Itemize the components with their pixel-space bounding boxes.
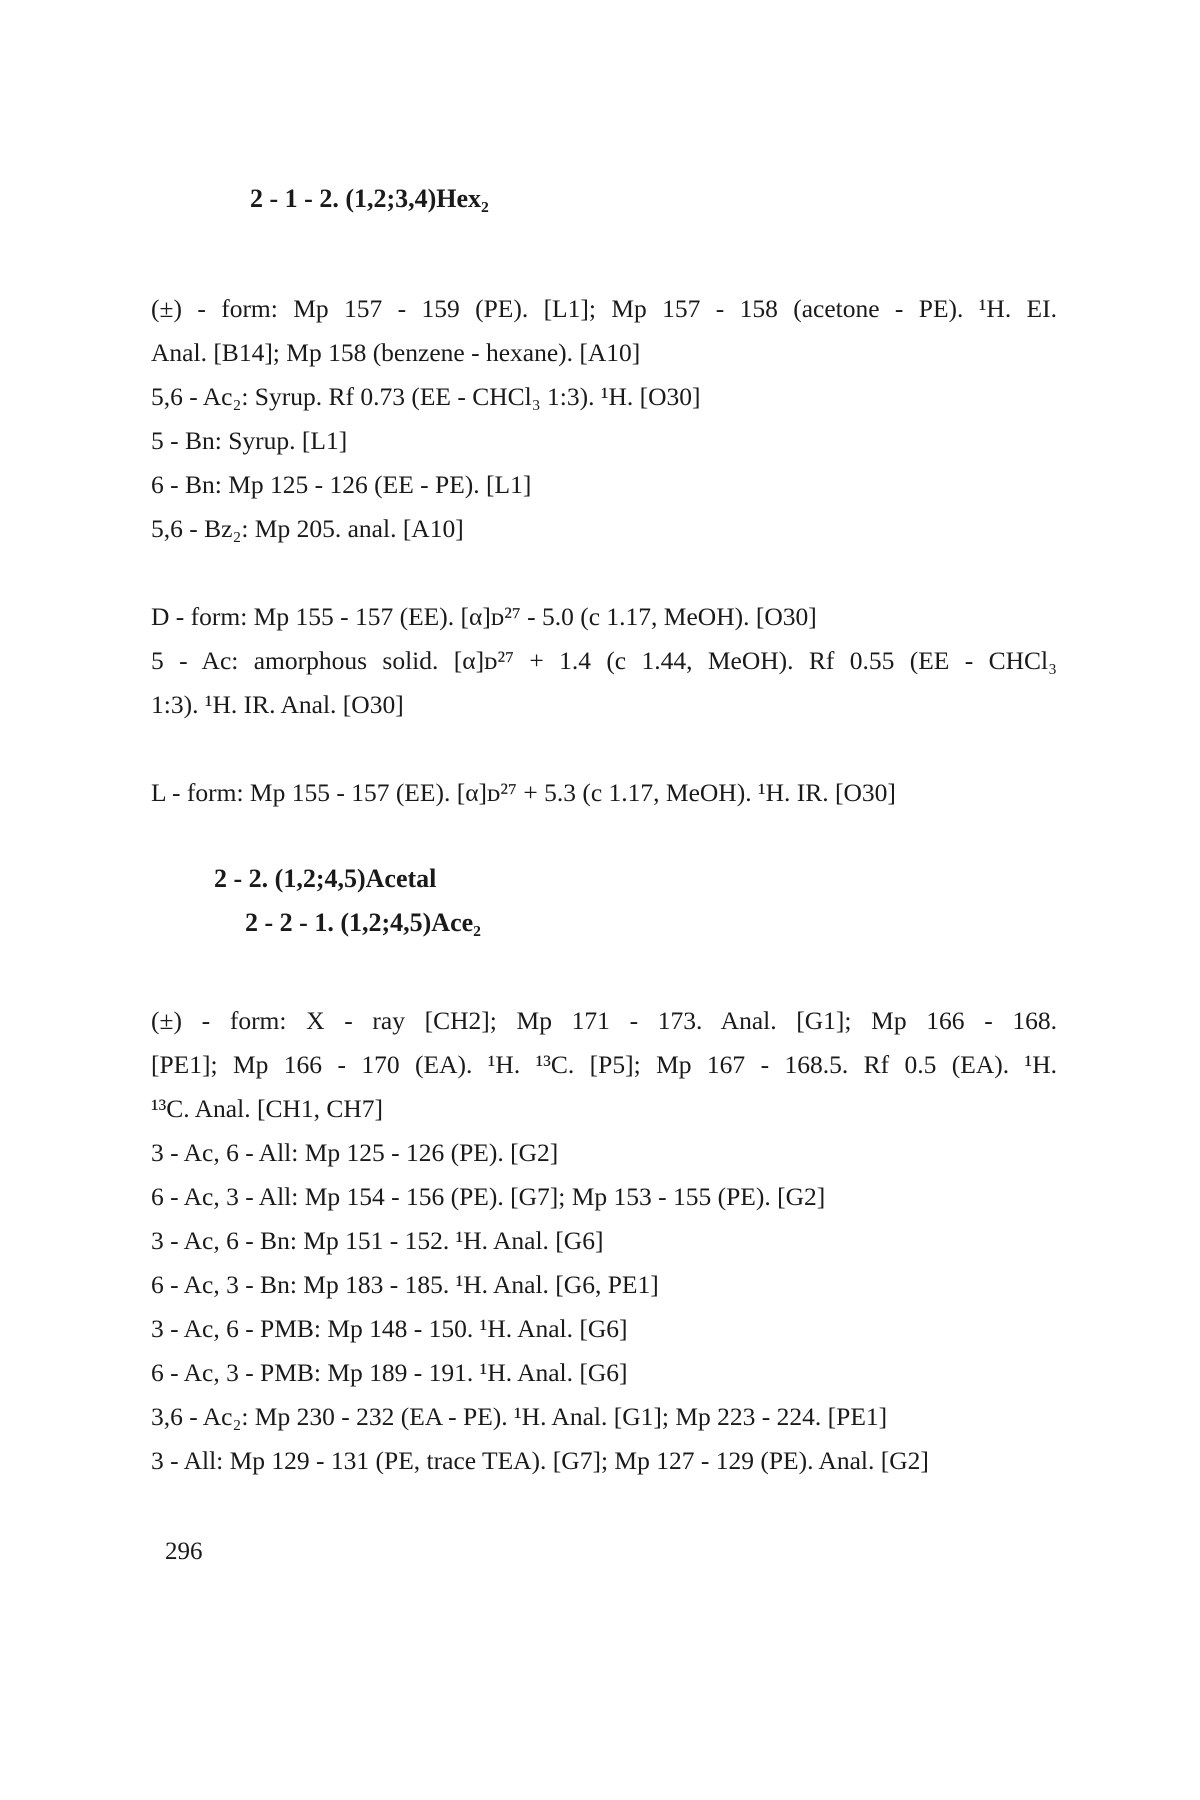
- page-number: 296: [165, 1538, 203, 1565]
- section-heading-acetal: 2 - 2. (1,2;4,5)Acetal: [214, 864, 437, 893]
- text-line: ¹³C. Anal. [CH1, CH7]: [151, 1094, 384, 1123]
- text-line: 3,6 - Ac₂: Mp 230 - 232 (EA - PE). ¹H. Anal. [G1]; Mp 223 - 224. [PE1]: [151, 1402, 888, 1431]
- text-line: 5 - Bn: Syrup. [L1]: [151, 426, 348, 455]
- text-line: 6 - Ac, 3 - Bn: Mp 183 - 185. ¹H. Anal. [G6, PE1]: [151, 1270, 659, 1299]
- text-line: 5 - Ac: amorphous solid. [α]ᴅ²⁷ + 1.4 (c 1.44, MeOH). Rf 0.55 (EE - CHCl₃: [151, 646, 1057, 675]
- text-line: L - form: Mp 155 - 157 (EE). [α]ᴅ²⁷ + 5.3 (c 1.17, MeOH). ¹H. IR. [O30]: [151, 778, 896, 807]
- text-line: 1:3). ¹H. IR. Anal. [O30]: [151, 690, 404, 719]
- text-line: 3 - Ac, 6 - PMB: Mp 148 - 150. ¹H. Anal. [G6]: [151, 1314, 628, 1343]
- text-line: 3 - Ac, 6 - All: Mp 125 - 126 (PE). [G2]: [151, 1138, 559, 1167]
- text-line: 6 - Ac, 3 - All: Mp 154 - 156 (PE). [G7]; Mp 153 - 155 (PE). [G2]: [151, 1182, 826, 1211]
- text-line: 5,6 - Ac₂: Syrup. Rf 0.73 (EE - CHCl₃ 1:3). ¹H. [O30]: [151, 382, 701, 411]
- section-heading-hex2: 2 - 1 - 2. (1,2;3,4)Hex₂: [250, 184, 489, 213]
- text-line: (±) - form: Mp 157 - 159 (PE). [L1]; Mp 157 - 158 (acetone - PE). ¹H. EI.: [151, 294, 1057, 323]
- subsection-heading-ace2: 2 - 2 - 1. (1,2;4,5)Ace₂: [245, 908, 481, 937]
- text-line: D - form: Mp 155 - 157 (EE). [α]ᴅ²⁷ - 5.0 (c 1.17, MeOH). [O30]: [151, 602, 817, 631]
- text-line: 6 - Ac, 3 - PMB: Mp 189 - 191. ¹H. Anal. [G6]: [151, 1358, 628, 1387]
- text-line: 3 - Ac, 6 - Bn: Mp 151 - 152. ¹H. Anal. [G6]: [151, 1226, 604, 1255]
- text-line: 5,6 - Bz₂: Mp 205. anal. [A10]: [151, 514, 464, 543]
- text-line: (±) - form: X - ray [CH2]; Mp 171 - 173. Anal. [G1]; Mp 166 - 168.: [151, 1006, 1057, 1035]
- text-line: 6 - Bn: Mp 125 - 126 (EE - PE). [L1]: [151, 470, 532, 499]
- text-line: 3 - All: Mp 129 - 131 (PE, trace TEA). [G7]; Mp 127 - 129 (PE). Anal. [G2]: [151, 1446, 929, 1475]
- text-line: Anal. [B14]; Mp 158 (benzene - hexane). [A10]: [151, 338, 641, 367]
- text-line: [PE1]; Mp 166 - 170 (EA). ¹H. ¹³C. [P5]; Mp 167 - 168.5. Rf 0.5 (EA). ¹H.: [151, 1050, 1057, 1079]
